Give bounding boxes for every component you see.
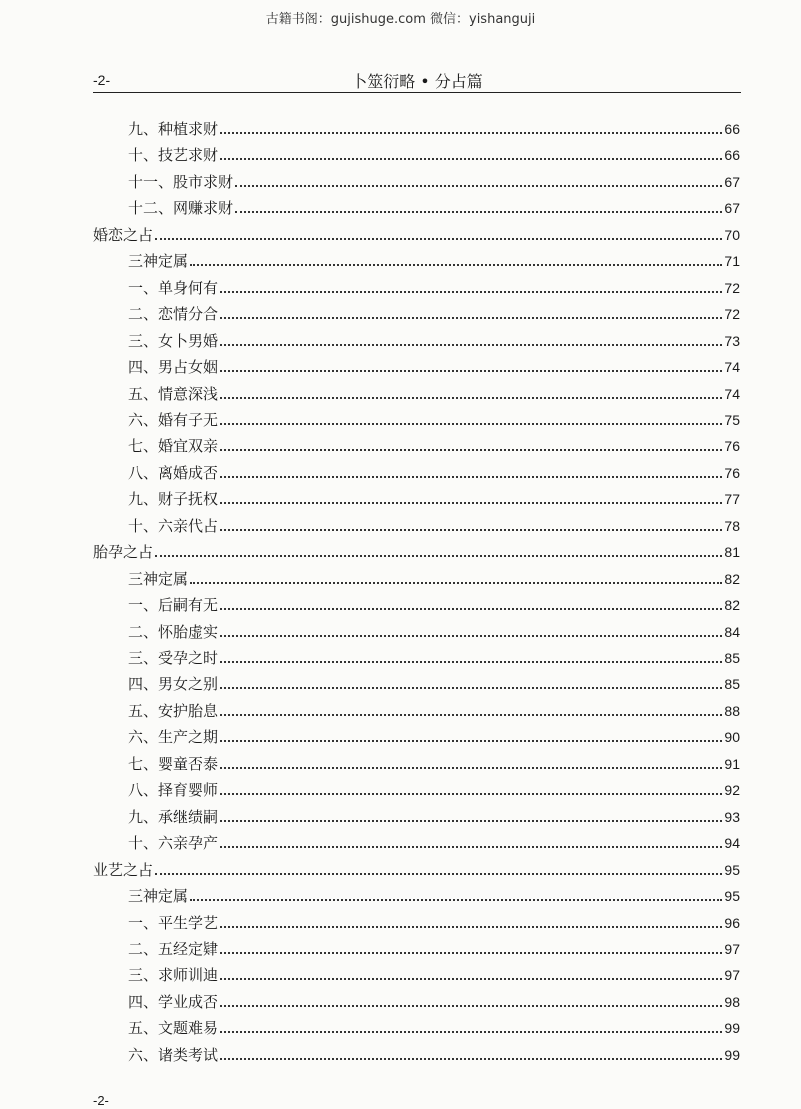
toc-entry[interactable]: [128, 192, 740, 218]
page-header: [93, 70, 741, 93]
dot-leader: [220, 740, 722, 742]
toc-entry-label: 六、生产之期: [128, 728, 219, 747]
toc-entry-page: 67: [724, 200, 740, 217]
dot-leader: [235, 185, 722, 187]
toc-entry-page: 92: [724, 782, 740, 799]
toc-entry-page: 76: [724, 464, 740, 481]
toc-entry-label: 三神定属: [128, 887, 189, 906]
toc-entry-label: 十二、网赚求财: [128, 199, 234, 218]
dot-leader: [220, 1005, 722, 1007]
toc-entry[interactable]: [128, 986, 740, 1012]
toc-entry[interactable]: [128, 404, 740, 430]
dot-leader: [220, 767, 722, 769]
header-title: 卜筮衍略 • 分占篇: [351, 72, 483, 91]
toc-entry-page: 96: [724, 914, 740, 931]
toc-entry-label: 四、学业成否: [128, 992, 219, 1011]
toc-entry[interactable]: [93, 536, 740, 562]
toc-entry[interactable]: [128, 510, 740, 536]
toc-entry-page: 94: [724, 835, 740, 852]
dot-leader: [220, 449, 722, 451]
toc-entry[interactable]: [128, 616, 740, 642]
toc-entry-label: 八、离婚成否: [128, 463, 219, 482]
toc-entry-label: 九、承继绩嗣: [128, 807, 219, 826]
toc-entry-page: 75: [724, 411, 740, 428]
toc-entry[interactable]: [128, 642, 740, 668]
toc-entry[interactable]: [128, 933, 740, 959]
toc-entry-page: 77: [724, 491, 740, 508]
toc-entry-page: 82: [724, 597, 740, 614]
toc-entry-page: 70: [724, 226, 740, 243]
toc-entry-page: 74: [724, 385, 740, 402]
toc-entry-page: 90: [724, 729, 740, 746]
toc-entry-label: 一、单身何有: [128, 278, 219, 297]
toc-entry-page: 73: [724, 332, 740, 349]
toc-entry-label: 五、情意深浅: [128, 384, 219, 403]
toc-entry[interactable]: [128, 801, 740, 827]
toc-entry-page: 85: [724, 650, 740, 666]
dot-leader: [190, 582, 722, 584]
toc-entry[interactable]: [128, 378, 740, 404]
toc-entry[interactable]: [128, 748, 740, 774]
toc-entry[interactable]: [128, 563, 740, 589]
toc-entry[interactable]: [128, 139, 740, 165]
dot-leader: [220, 820, 722, 822]
toc-entry[interactable]: [128, 166, 740, 192]
toc-entry-page: 76: [724, 438, 740, 455]
toc-entry[interactable]: [128, 589, 740, 615]
dot-leader: [220, 529, 722, 531]
dot-leader: [155, 555, 722, 557]
toc-entry-label: 四、男占女姻: [128, 358, 219, 377]
toc-entry-page: 82: [724, 570, 740, 587]
toc-entry-label: 二、五经定肄: [128, 939, 219, 958]
toc-entry-page: 72: [724, 279, 740, 296]
toc-entry-page: 88: [724, 702, 740, 719]
toc-entry-page: 97: [724, 940, 740, 957]
toc-entry-label: 八、择育婴师: [128, 781, 219, 800]
toc-entry-page: 99: [724, 1046, 740, 1063]
toc-entry[interactable]: [128, 298, 740, 324]
dot-leader: [220, 661, 722, 663]
header-page-number: -2-: [93, 72, 111, 88]
dot-leader: [155, 873, 722, 875]
toc-entry-label: 九、财子抚权: [128, 490, 219, 509]
toc-entry-label: 三、求师训迪: [128, 966, 219, 985]
dot-leader: [155, 238, 722, 240]
toc-entry[interactable]: [128, 1039, 740, 1065]
toc-entry-label: 三、女卜男婚: [128, 331, 219, 350]
dot-leader: [220, 397, 722, 399]
toc-entry-page: 74: [724, 359, 740, 376]
toc-entry-page: 67: [724, 173, 740, 190]
toc-entry-page: 66: [724, 147, 740, 164]
dot-leader: [220, 608, 722, 610]
dot-leader: [190, 264, 722, 266]
toc-entry-page: 71: [724, 253, 740, 270]
dot-leader: [220, 423, 722, 425]
dot-leader: [220, 344, 722, 346]
toc-entry-page: 66: [724, 121, 740, 137]
dot-leader: [220, 370, 722, 372]
toc-entry-label: 九、种植求财: [128, 120, 219, 138]
toc-entry[interactable]: [128, 959, 740, 985]
toc-entry-label: 二、恋情分合: [128, 305, 219, 324]
toc-entry-page: 91: [724, 755, 740, 772]
footer-page-number: -2-: [93, 1093, 109, 1108]
dot-leader: [220, 978, 722, 980]
toc-entry-label: 四、男女之别: [128, 675, 219, 694]
toc-entry-label: 一、平生学艺: [128, 913, 219, 932]
toc-entry-page: 93: [724, 808, 740, 825]
toc-entry[interactable]: [128, 668, 740, 694]
toc-entry-label: 胎孕之占: [93, 543, 154, 562]
toc-entry[interactable]: [128, 430, 740, 456]
toc-entry-label: 三、受孕之时: [128, 649, 219, 667]
toc-entry-label: 七、婚宜双亲: [128, 437, 219, 456]
dot-leader: [220, 1031, 722, 1033]
toc-entry[interactable]: [128, 483, 740, 509]
toc-entry-label: 五、文题难易: [128, 1019, 219, 1038]
toc-entry-page: 78: [724, 517, 740, 534]
toc-entry-label: 三神定属: [128, 252, 189, 271]
dot-leader: [220, 926, 722, 928]
toc-entry[interactable]: [128, 272, 740, 298]
toc-entry-page: 95: [724, 888, 740, 905]
toc-entry-label: 十、六亲孕产: [128, 834, 219, 853]
toc-entry[interactable]: [128, 880, 740, 906]
dot-leader: [190, 899, 722, 901]
dot-leader: [220, 846, 722, 848]
toc-entry-label: 六、婚有子无: [128, 410, 219, 429]
toc-entry-page: 84: [724, 623, 740, 640]
toc-entry-label: 十、技艺求财: [128, 146, 219, 165]
toc-entry-label: 五、安护胎息: [128, 701, 219, 720]
toc-entry-label: 七、婴童否泰: [128, 754, 219, 773]
toc-entry-page: 99: [724, 1020, 740, 1037]
toc-entry[interactable]: [128, 774, 740, 800]
dot-leader: [220, 291, 722, 293]
dot-leader: [220, 687, 722, 689]
toc-entry-page: 97: [724, 967, 740, 984]
watermark-text: 古籍书阁：gujishuge.com 微信：yishanguji: [265, 12, 536, 27]
toc-entry[interactable]: [93, 219, 740, 245]
toc-entry[interactable]: [128, 721, 740, 747]
dot-leader: [235, 211, 722, 213]
toc-entry[interactable]: [128, 827, 740, 853]
toc-entry-page: 95: [724, 861, 740, 878]
toc-entry[interactable]: [128, 695, 740, 721]
toc-entry-label: 婚恋之占: [93, 225, 154, 244]
toc-entry[interactable]: [128, 907, 740, 933]
toc-entry[interactable]: [128, 457, 740, 483]
toc-entry-label: 三神定属: [128, 569, 189, 588]
toc-entry-page: 81: [724, 544, 740, 561]
toc-entry-page: 85: [724, 676, 740, 693]
dot-leader: [220, 952, 722, 954]
toc-entry-label: 业艺之占: [93, 860, 154, 879]
dot-leader: [220, 158, 722, 160]
toc-entry-label: 一、后嗣有无: [128, 596, 219, 615]
toc-entry-label: 十、六亲代占: [128, 516, 219, 535]
toc-entry[interactable]: [128, 1012, 740, 1038]
toc-entry[interactable]: [128, 245, 740, 271]
toc-entry[interactable]: [128, 351, 740, 377]
dot-leader: [220, 793, 722, 795]
dot-leader: [220, 1058, 722, 1060]
toc-entry-page: 98: [724, 993, 740, 1010]
dot-leader: [220, 714, 722, 716]
dot-leader: [220, 502, 722, 504]
toc-entry-label: 六、诸类考试: [128, 1045, 219, 1064]
dot-leader: [220, 132, 722, 134]
toc-entry[interactable]: [128, 113, 740, 139]
toc-entry[interactable]: [93, 854, 740, 880]
dot-leader: [220, 317, 722, 319]
dot-leader: [220, 476, 722, 478]
toc-entry-label: 二、怀胎虚实: [128, 622, 219, 641]
toc-entry-label: 十一、股市求财: [128, 172, 234, 191]
toc-entry-page: 72: [724, 306, 740, 323]
dot-leader: [220, 635, 722, 637]
toc-entry[interactable]: [128, 325, 740, 351]
